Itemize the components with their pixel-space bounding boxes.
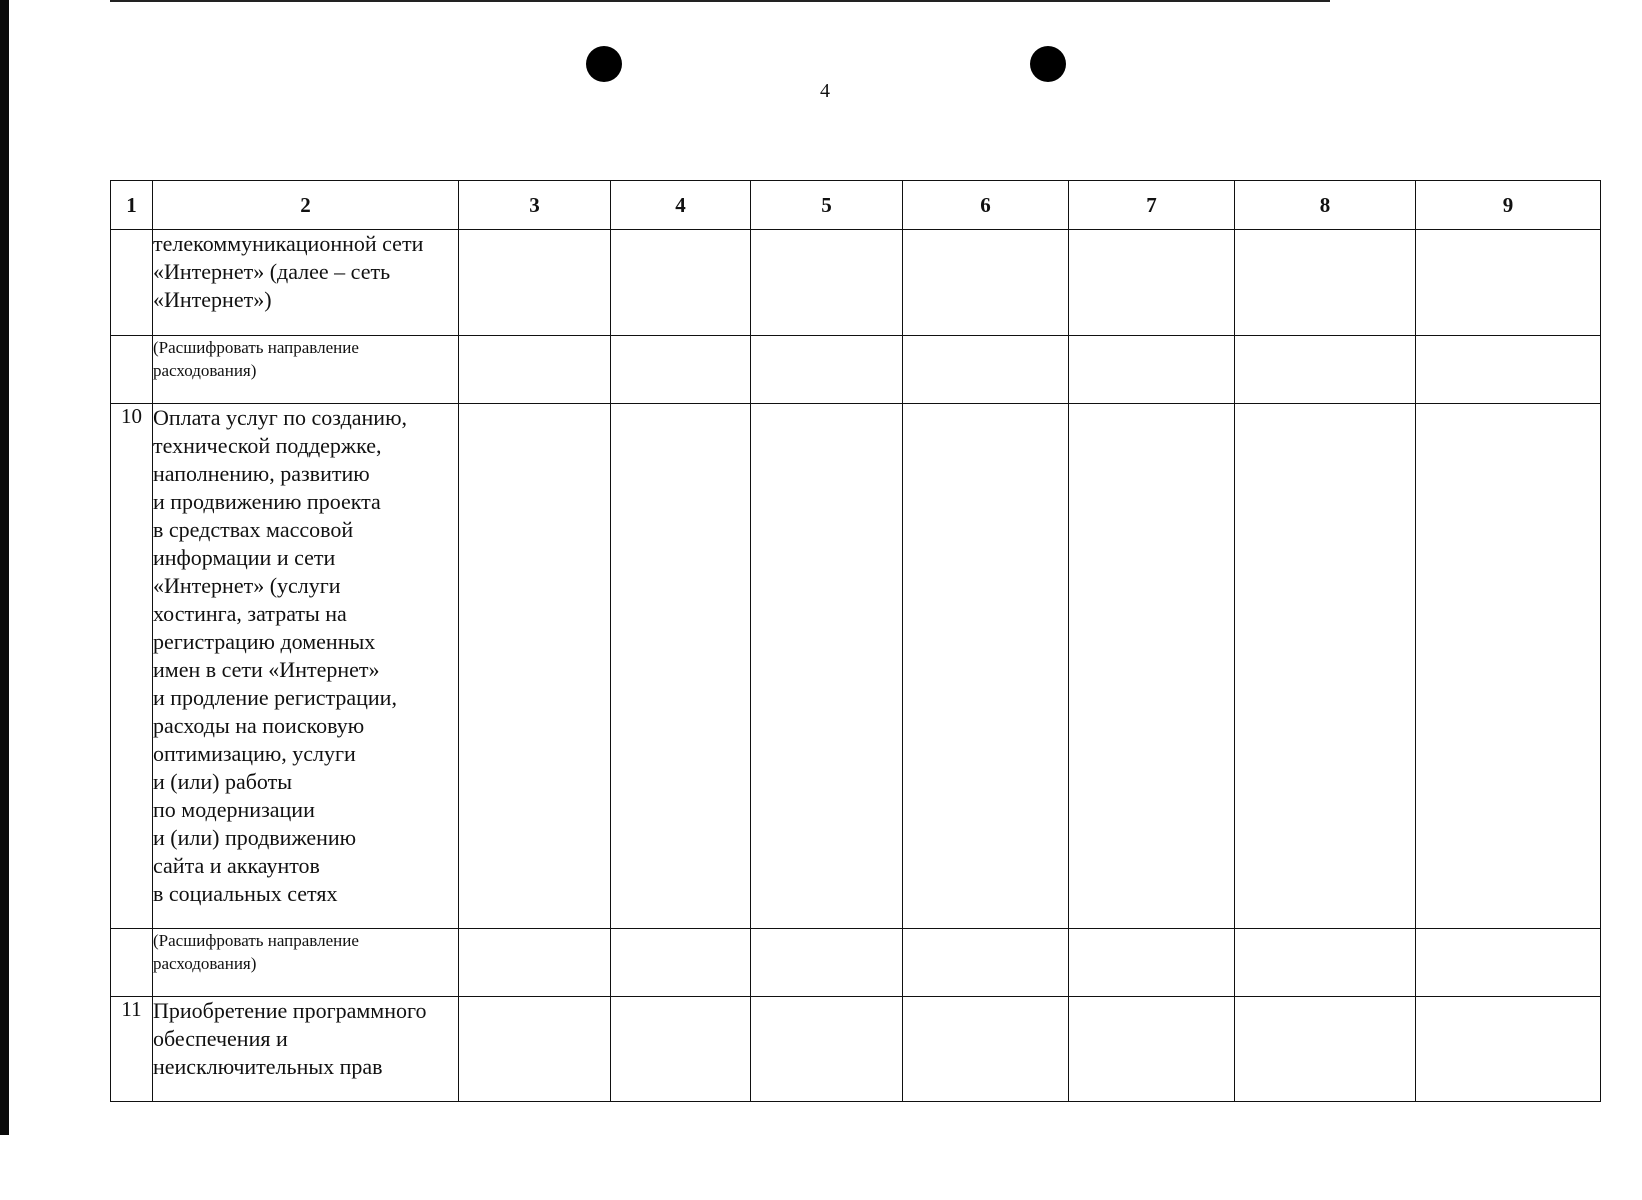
table-cell [1069, 230, 1235, 336]
column-header-2: 2 [153, 181, 459, 230]
row-description: Оплата услуг по созданию, технической поддержке, наполнению, развитию и продвижению проекта в средствах массовой информации и сети «Интернет» (услуги хостинга, затраты на регистрацию доменных имен в сети «Интернет» и продление регистрации, расходы на поисковую оптимизацию, услуги и (или) работы по модернизации и (или) продвижению сайта и аккаунтов в социальных сетях [153, 404, 459, 929]
table-cell [459, 404, 611, 929]
table-cell [1416, 929, 1601, 997]
punch-hole-left [586, 46, 622, 82]
table-cell [1416, 997, 1601, 1102]
table-cell [1416, 230, 1601, 336]
table-cell [1235, 336, 1416, 404]
table-cell [611, 997, 751, 1102]
row-number [111, 230, 153, 336]
table-cell [1069, 404, 1235, 929]
column-header-6: 6 [903, 181, 1069, 230]
table-cell [1069, 997, 1235, 1102]
table-row-continuation [111, 230, 1601, 336]
table-cell [611, 929, 751, 997]
scan-left-edge [0, 0, 9, 1135]
table-cell [903, 404, 1069, 929]
row-note: (Расшифровать направление расходования) [153, 336, 459, 404]
column-header-4: 4 [611, 181, 751, 230]
table-cell [1069, 929, 1235, 997]
table-cell [1235, 404, 1416, 929]
row-number [111, 336, 153, 404]
row-number: 10 [111, 404, 153, 929]
table-cell [611, 404, 751, 929]
table-cell [903, 230, 1069, 336]
column-header-8: 8 [1235, 181, 1416, 230]
column-header-1: 1 [111, 181, 153, 230]
table-cell [751, 997, 903, 1102]
top-rule [110, 0, 1330, 2]
table-cell [1069, 336, 1235, 404]
column-header-9: 9 [1416, 181, 1601, 230]
table-row-11 [111, 997, 1601, 1102]
column-header-5: 5 [751, 181, 903, 230]
table-row-10 [111, 404, 1601, 929]
column-header-3: 3 [459, 181, 611, 230]
table-cell [751, 929, 903, 997]
table-cell [903, 336, 1069, 404]
table-cell [459, 929, 611, 997]
table-cell [1235, 929, 1416, 997]
table-cell [459, 997, 611, 1102]
table-header-row [111, 181, 1601, 230]
punch-hole-right [1030, 46, 1066, 82]
expense-table [110, 180, 1601, 1102]
table-cell [1235, 230, 1416, 336]
table-cell [611, 230, 751, 336]
table-cell [751, 230, 903, 336]
row-number: 11 [111, 997, 153, 1102]
row-description: телекоммуникационной сети «Интернет» (далее – сеть «Интернет») [153, 230, 459, 336]
table-cell [903, 997, 1069, 1102]
table-cell [459, 336, 611, 404]
table-cell [611, 336, 751, 404]
table-row-note [111, 929, 1601, 997]
table-cell [751, 404, 903, 929]
page-number: 4 [820, 80, 830, 102]
row-note: (Расшифровать направление расходования) [153, 929, 459, 997]
column-header-7: 7 [1069, 181, 1235, 230]
table-cell [1235, 997, 1416, 1102]
table-cell [903, 929, 1069, 997]
table-cell [1416, 336, 1601, 404]
row-number [111, 929, 153, 997]
table-cell [1416, 404, 1601, 929]
row-description: Приобретение программного обеспечения и неисключительных прав [153, 997, 459, 1102]
table-row-note [111, 336, 1601, 404]
table-cell [459, 230, 611, 336]
table-cell [751, 336, 903, 404]
